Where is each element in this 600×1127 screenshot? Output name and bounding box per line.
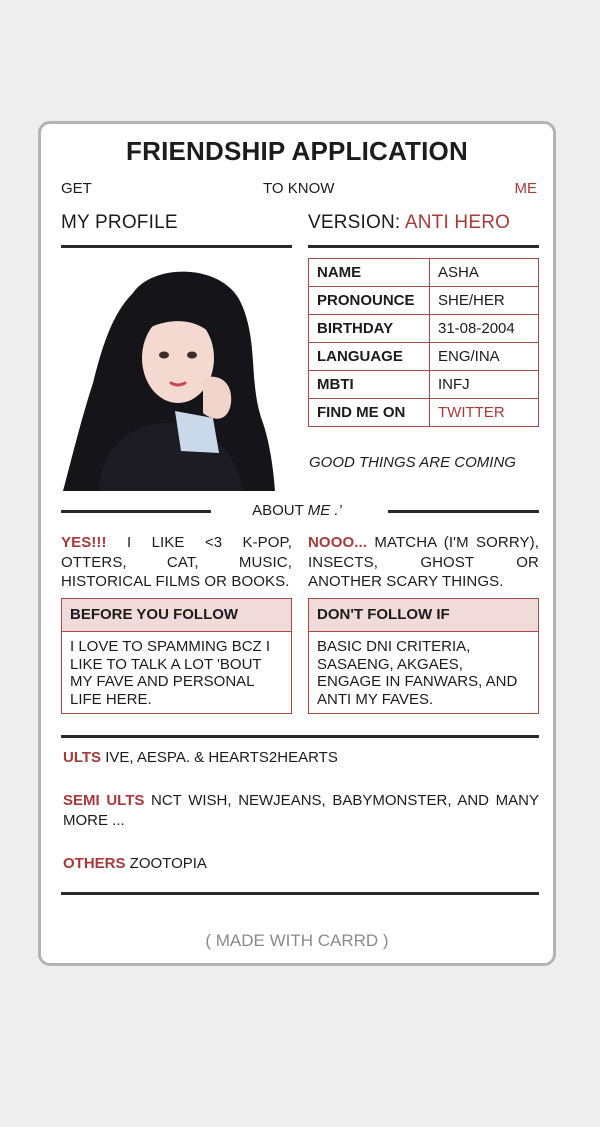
dislikes-paragraph xyxy=(308,533,539,592)
info-row-name xyxy=(309,259,539,287)
subtitle-to-know: TO KNOW xyxy=(263,180,335,197)
info-value: SHE/HER xyxy=(430,287,539,315)
others-label: OTHERS xyxy=(63,855,126,872)
friendship-card xyxy=(38,121,556,966)
info-value: INFJ xyxy=(430,371,539,399)
made-with-carrd-link[interactable]: ( MADE WITH CARRD ) xyxy=(205,931,389,950)
others-text: ZOOTOPIA xyxy=(125,855,207,872)
likes-text: I LIKE <3 K-POP, OTTERS, CAT, MUSIC, HISTORICAL FILMS OR BOOKS. xyxy=(61,534,292,590)
dislikes-text: MATCHA (I'M SORRY), INSECTS, GHOST OR ANOTHER SCARY THINGS. xyxy=(308,534,539,590)
before-follow-box xyxy=(61,598,292,714)
ults-line xyxy=(63,748,539,768)
info-key: FIND ME ON xyxy=(309,399,430,427)
ults-text: IVE, AESPA. & HEARTS2HEARTS xyxy=(101,749,338,766)
info-key: LANGUAGE xyxy=(309,343,430,371)
info-row-birthday xyxy=(309,315,539,343)
before-follow-title: BEFORE YOU FOLLOW xyxy=(62,599,291,632)
profile-photo xyxy=(63,263,275,491)
version-divider xyxy=(308,245,539,248)
info-key: NAME xyxy=(309,259,430,287)
profile-divider xyxy=(61,245,292,248)
info-value: ENG/INA xyxy=(430,343,539,371)
info-row-pronounce xyxy=(309,287,539,315)
info-row-find-me-on xyxy=(309,399,539,427)
dont-follow-title: DON'T FOLLOW IF xyxy=(309,599,538,632)
info-row-language xyxy=(309,343,539,371)
likes-lead: YES!!! xyxy=(61,534,107,551)
tagline: GOOD THINGS ARE COMING xyxy=(309,454,516,471)
version-label: VERSION: xyxy=(308,212,401,233)
likes-paragraph xyxy=(61,533,292,592)
info-table xyxy=(308,258,539,427)
semi-ults-label: SEMI ULTS xyxy=(63,792,145,809)
subtitle-get: GET xyxy=(61,180,92,197)
others-line xyxy=(63,854,539,874)
info-value: ASHA xyxy=(430,259,539,287)
twitter-link[interactable]: TWITTER xyxy=(430,399,539,427)
favorites-divider-top xyxy=(61,735,539,738)
dislikes-lead: NOOO... xyxy=(308,534,368,551)
version-value: ANTI HERO xyxy=(404,212,511,233)
info-key: BIRTHDAY xyxy=(309,315,430,343)
info-key: MBTI xyxy=(309,371,430,399)
ults-label: ULTS xyxy=(63,749,102,766)
info-key: PRONOUNCE xyxy=(309,287,430,315)
about-divider-right xyxy=(388,510,539,513)
info-value: 31-08-2004 xyxy=(430,315,539,343)
my-profile-heading: MY PROFILE xyxy=(61,212,178,233)
card-title: FRIENDSHIP APPLICATION xyxy=(126,136,468,166)
before-follow-body: I LOVE TO SPAMMING BCZ I LIKE TO TALK A LOT 'BOUT MY FAVE AND PERSONAL LIFE HERE. xyxy=(70,638,271,708)
dont-follow-body: BASIC DNI CRITERIA, SASAENG, AKGAES, ENGAGE IN FANWARS, AND ANTI MY FAVES. xyxy=(317,638,518,708)
version-heading xyxy=(308,212,510,234)
info-row-mbti xyxy=(309,371,539,399)
dont-follow-box xyxy=(308,598,539,714)
about-label: ABOUT xyxy=(252,502,304,519)
favorites-divider-bottom xyxy=(61,892,539,895)
subtitle-me: ME xyxy=(514,180,537,197)
about-label-italic: ME .’ xyxy=(307,502,342,519)
semi-ults-text: NCT WISH, NEWJEANS, BABYMONSTER, AND MANY MORE ... xyxy=(63,792,539,829)
semi-ults-line xyxy=(63,791,539,830)
